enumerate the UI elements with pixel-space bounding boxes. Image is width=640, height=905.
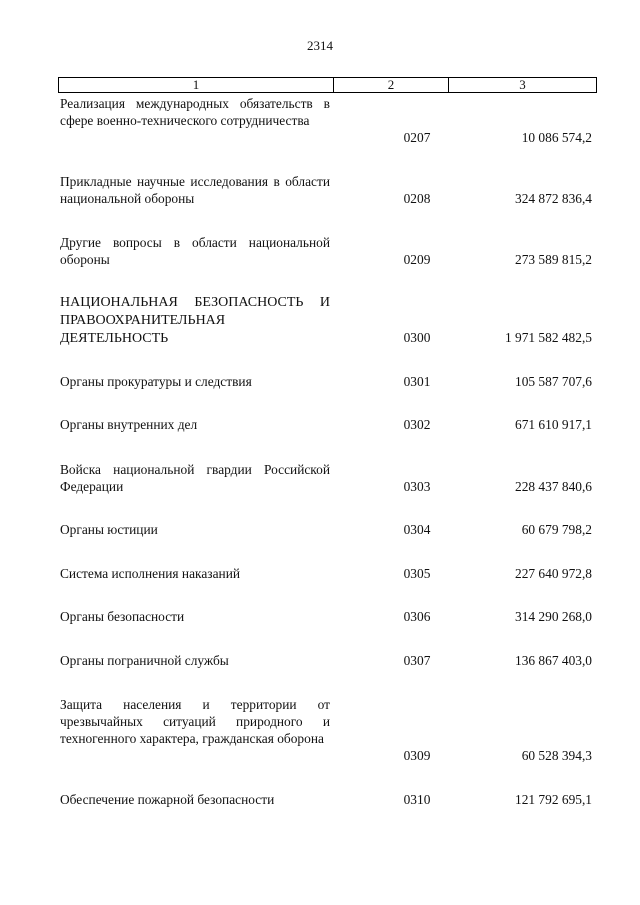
row-label: Органы безопасности [60, 609, 185, 624]
table-row [60, 608, 592, 625]
row-label: НАЦИОНАЛЬНАЯ БЕЗОПАСНОСТЬ И ПРАВООХРАНИТЕЛЬНАЯ ДЕЯТЕЛЬНОСТЬ [60, 295, 330, 346]
table-row [60, 696, 592, 764]
row-label: Система исполнения наказаний [60, 566, 241, 581]
row-label: Обеспечение пожарной безопасности [60, 792, 275, 807]
row-code: 0304 [403, 522, 431, 537]
row-amount: 10 086 574,2 [521, 130, 592, 145]
table-row [60, 95, 592, 146]
row-amount: 273 589 815,2 [515, 252, 592, 267]
row-code: 0303 [403, 479, 431, 494]
row-label: Органы прокуратуры и следствия [60, 374, 252, 389]
row-code: 0307 [403, 653, 431, 668]
row-label: Органы внутренних дел [60, 417, 198, 432]
row-label: Реализация международных обязательств в сфере военно-технического сотрудничества [60, 96, 330, 128]
row-amount: 121 792 695,1 [515, 792, 592, 807]
row-label: Войска национальной гвардии Российской Федерации [60, 462, 330, 494]
row-label: Защита населения и территории от чрезвычайных ситуаций природного и техногенного характера, гражданская оборона [60, 697, 330, 746]
table-row [60, 565, 592, 582]
row-amount: 1 971 582 482,5 [504, 330, 592, 345]
table-row [60, 416, 592, 433]
row-code: 0209 [403, 252, 431, 267]
table-row [60, 521, 592, 538]
table-row [60, 373, 592, 390]
row-amount: 60 528 394,3 [521, 748, 592, 763]
row-amount: 314 290 268,0 [515, 609, 592, 624]
page-number: 2314 [307, 38, 333, 53]
row-code: 0305 [403, 566, 431, 581]
row-code: 0302 [403, 417, 431, 432]
row-code: 0208 [403, 191, 431, 206]
row-code: 0306 [403, 609, 431, 624]
row-code: 0207 [403, 130, 431, 145]
table-row [60, 652, 592, 669]
row-amount: 60 679 798,2 [521, 522, 592, 537]
row-amount: 136 867 403,0 [515, 653, 592, 668]
row-label: Органы пограничной службы [60, 653, 229, 668]
row-label: Другие вопросы в области национальной обороны [60, 235, 330, 267]
row-code: 0301 [403, 374, 431, 389]
row-code: 0309 [403, 748, 431, 763]
table-header [58, 77, 597, 93]
row-code: 0300 [403, 330, 431, 345]
table-row [60, 294, 592, 345]
row-amount: 671 610 917,1 [515, 417, 592, 432]
table-row [60, 173, 592, 207]
row-label: Прикладные научные исследования в области национальной обороны [60, 174, 330, 206]
table-row [60, 461, 592, 495]
row-amount: 105 587 707,6 [515, 374, 592, 389]
row-label: Органы юстиции [60, 522, 158, 537]
header-col-3: 3 [519, 77, 526, 92]
row-code: 0310 [403, 792, 431, 807]
row-amount: 228 437 840,6 [515, 479, 592, 494]
header-col-1: 1 [59, 78, 334, 92]
row-amount: 227 640 972,8 [515, 566, 592, 581]
header-col-2: 2 [334, 78, 449, 92]
row-amount: 324 872 836,4 [515, 191, 592, 206]
table-row [60, 791, 592, 808]
table-row [60, 234, 592, 268]
